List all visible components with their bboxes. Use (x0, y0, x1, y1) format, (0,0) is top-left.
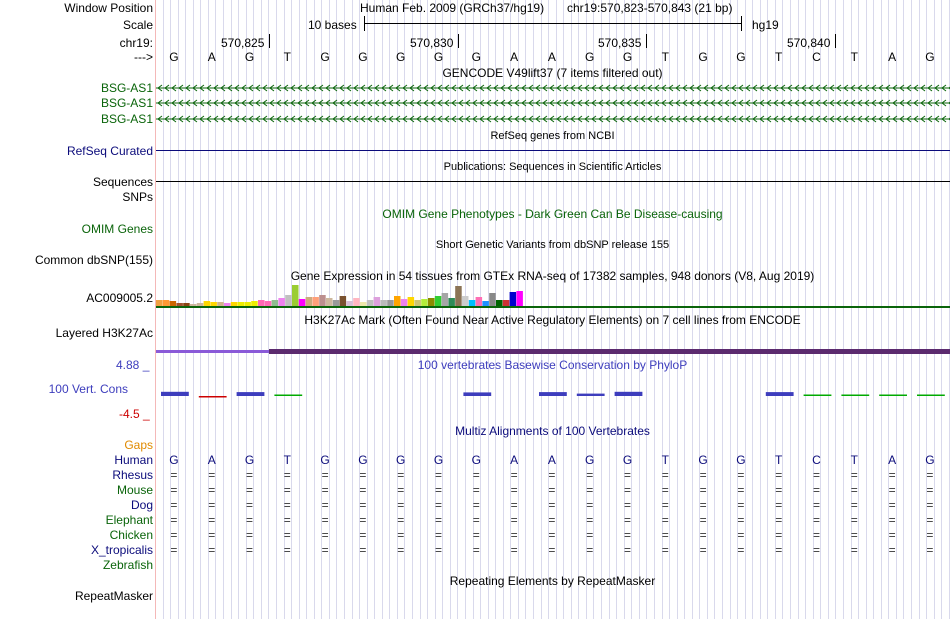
refseq-label[interactable]: RefSeq Curated (66, 144, 153, 158)
window-coordinates: chr19:570,823-570,843 (21 bp) (567, 1, 733, 15)
alignment-match: = (586, 483, 594, 497)
gtex-tissue-bar[interactable] (319, 295, 326, 306)
gtex-tissue-bar[interactable] (476, 297, 483, 306)
alignment-base-human: A (510, 453, 519, 467)
scale-bar-right (741, 16, 742, 31)
cons-score-mark[interactable] (463, 392, 491, 396)
ruler-tick (269, 34, 270, 48)
alignment-match: = (170, 468, 178, 482)
alignment-match: = (661, 498, 669, 512)
alignment-match: = (510, 543, 518, 557)
sequences-label[interactable]: Sequences (92, 175, 153, 189)
alignment-match: = (699, 543, 707, 557)
alignment-base-human: G (244, 453, 255, 467)
alignment-match: = (397, 543, 405, 557)
refseq-track-title[interactable]: RefSeq genes from NCBI (490, 130, 615, 142)
alignment-base-human: G (698, 453, 708, 467)
gtex-tissue-bar[interactable] (448, 298, 455, 306)
alignment-match: = (737, 513, 745, 527)
ruler-tick-label: 570,840 (787, 36, 831, 50)
alignment-match: = (586, 498, 594, 512)
species-zebrafish[interactable]: Zebrafish (102, 558, 153, 572)
multiz-track-title[interactable]: Multiz Alignments of 100 Vertebrates (455, 424, 650, 438)
base-letter: T (661, 50, 669, 64)
gtex-tissue-bar[interactable] (278, 298, 285, 306)
alignment-base-human: G (471, 453, 481, 467)
gtex-tissue-bar[interactable] (353, 298, 360, 306)
alignment-match: = (888, 528, 896, 542)
gencode-track-title[interactable]: GENCODE V49lift37 (7 items filtered out) (442, 66, 663, 80)
base-letter: G (471, 50, 481, 64)
alignment-match: = (397, 483, 405, 497)
base-letter: G (320, 50, 330, 64)
ruler-tick (646, 34, 647, 48)
alignment-match: = (812, 468, 820, 482)
alignment-match: = (775, 528, 783, 542)
base-letter: G (736, 50, 746, 64)
gtex-tissue-bar[interactable] (326, 298, 333, 306)
alignment-match: = (623, 528, 631, 542)
alignment-match: = (850, 513, 858, 527)
species-mouse[interactable]: Mouse (116, 483, 153, 497)
alignment-match: = (434, 468, 442, 482)
scale-text: 10 bases (308, 18, 357, 32)
alignment-match: = (850, 498, 858, 512)
alignment-match: = (170, 543, 178, 557)
gtex-tissue-bar[interactable] (489, 293, 496, 306)
base-letter: T (775, 50, 783, 64)
alignment-match: = (510, 498, 518, 512)
alignment-match: = (208, 498, 216, 512)
gtex-tissue-bar[interactable] (340, 296, 347, 306)
alignment-match: = (245, 543, 253, 557)
h3k27ac-track-title[interactable]: H3K27Ac Mark (Often Found Near Active Regulatory Elements) on 7 cell lines from ENCODE (304, 313, 801, 327)
base-letter: A (510, 50, 519, 64)
alignment-match: = (170, 528, 178, 542)
gtex-tissue-bar[interactable] (306, 297, 313, 306)
alignment-base-human: G (320, 453, 330, 467)
alignment-match: = (661, 468, 669, 482)
alignment-match: = (926, 468, 934, 482)
alignment-match: = (397, 513, 405, 527)
alignment-match: = (888, 468, 896, 482)
alignment-match: = (170, 513, 178, 527)
species-chicken[interactable]: Chicken (109, 528, 153, 542)
gene-label-bsg-as1[interactable]: BSG-AS1 (100, 112, 153, 126)
alignment-match: = (926, 543, 934, 557)
publications-track-title[interactable]: Publications: Sequences in Scientific Articles (443, 161, 662, 173)
base-letter: G (433, 50, 444, 64)
alignment-match: = (661, 543, 669, 557)
alignment-match: = (586, 528, 594, 542)
alignment-match: = (245, 528, 253, 542)
alignment-match: = (775, 543, 783, 557)
publications-feature[interactable] (156, 181, 950, 182)
gtex-gene-label[interactable]: AC009005.2 (86, 291, 153, 305)
alignment-match: = (208, 528, 216, 542)
cons-track-label[interactable]: 100 Vert. Cons (48, 382, 128, 396)
base-letter: C (812, 50, 821, 64)
alignment-match: = (548, 483, 556, 497)
dbsnp-track-title[interactable]: Short Genetic Variants from dbSNP release 155 (435, 239, 670, 251)
gtex-tissue-bar[interactable] (435, 296, 442, 306)
cons-min-label: -4.5 _ (119, 407, 150, 421)
h3k27ac-signal[interactable] (269, 349, 950, 354)
alignment-match: = (737, 483, 745, 497)
alignment-base-human: T (661, 453, 669, 467)
species-dog[interactable]: Dog (130, 498, 153, 512)
alignment-match: = (623, 483, 631, 497)
scale-label: Scale (122, 18, 153, 32)
alignment-match: = (623, 543, 631, 557)
alignment-match: = (623, 498, 631, 512)
alignment-match: = (283, 483, 291, 497)
alignment-match: = (926, 513, 934, 527)
alignment-base-human: G (396, 453, 406, 467)
ruler-tick (458, 34, 459, 48)
alignment-match: = (472, 543, 480, 557)
alignment-match: = (737, 468, 745, 482)
alignment-match: = (510, 483, 518, 497)
alignment-match: = (926, 483, 934, 497)
alignment-base-human: A (547, 453, 556, 467)
alignment-base-human: T (850, 453, 858, 467)
alignment-base-human: A (207, 453, 216, 467)
cons-score-mark[interactable] (766, 392, 794, 396)
alignment-base-human: A (888, 453, 897, 467)
alignment-match: = (510, 513, 518, 527)
base-letter: T (283, 50, 291, 64)
alignment-base-human: G (925, 453, 935, 467)
chrom-label: chr19: (119, 36, 153, 50)
alignment-match: = (283, 498, 291, 512)
alignment-match: = (548, 498, 556, 512)
alignment-match: = (472, 498, 480, 512)
base-letter: G (925, 50, 935, 64)
alignment-match: = (850, 543, 858, 557)
alignment-match: = (548, 528, 556, 542)
alignment-match: = (586, 468, 594, 482)
cons-score-mark[interactable] (577, 394, 605, 396)
alignment-match: = (245, 513, 253, 527)
gtex-tissue-bar[interactable] (421, 299, 428, 306)
alignment-base-human: C (812, 453, 821, 467)
base-letter: G (169, 50, 179, 64)
alignment-match: = (623, 468, 631, 482)
alignment-match: = (208, 483, 216, 497)
gene-label-bsg-as1[interactable]: BSG-AS1 (100, 96, 153, 110)
gene-feature-bsg-as1[interactable] (156, 96, 950, 110)
cons-score-mark[interactable] (615, 392, 643, 396)
base-letter: G (698, 50, 708, 64)
alignment-match: = (548, 543, 556, 557)
base-letter: A (888, 50, 897, 64)
alignment-match: = (888, 513, 896, 527)
alignment-match: = (359, 498, 367, 512)
alignment-match: = (321, 468, 329, 482)
alignment-match: = (245, 468, 253, 482)
alignment-match: = (661, 483, 669, 497)
base-letter: G (622, 50, 633, 64)
alignment-match: = (888, 543, 896, 557)
alignment-match: = (397, 528, 405, 542)
alignment-match: = (926, 498, 934, 512)
alignment-match: = (397, 498, 405, 512)
h3k27ac-label[interactable]: Layered H3K27Ac (55, 326, 153, 340)
alignment-match: = (699, 483, 707, 497)
cons-score-mark[interactable] (539, 392, 567, 396)
gtex-tissue-bar[interactable] (374, 297, 381, 306)
alignment-match: = (699, 498, 707, 512)
base-letter: T (850, 50, 858, 64)
alignment-match: = (850, 528, 858, 542)
species-x-tropicalis[interactable]: X_tropicalis (90, 543, 153, 557)
alignment-match: = (208, 513, 216, 527)
species-human[interactable]: Human (114, 453, 153, 467)
alignment-match: = (359, 468, 367, 482)
refseq-feature[interactable] (156, 150, 950, 151)
base-letter: G (396, 50, 406, 64)
scale-db: hg19 (752, 18, 779, 32)
alignment-match: = (434, 498, 442, 512)
alignment-match: = (321, 513, 329, 527)
alignment-match: = (548, 513, 556, 527)
alignment-match: = (775, 513, 783, 527)
cons-score-mark[interactable] (804, 395, 832, 397)
alignment-base-human: G (358, 453, 368, 467)
gtex-tissue-bar[interactable] (401, 299, 408, 306)
omim-track-title[interactable]: OMIM Gene Phenotypes - Dark Green Can Be Disease-causing (382, 207, 723, 221)
alignment-match: = (434, 543, 442, 557)
base-letter: G (358, 50, 368, 64)
alignment-match: = (434, 528, 442, 542)
cons-score-mark[interactable] (237, 392, 265, 396)
alignment-match: = (737, 543, 745, 557)
base-letter: A (547, 50, 556, 64)
alignment-match: = (850, 483, 858, 497)
gtex-tissue-bar[interactable] (442, 293, 449, 306)
alignment-match: = (586, 513, 594, 527)
alignment-match: = (775, 498, 783, 512)
gtex-tissue-bar[interactable] (510, 292, 516, 306)
species-elephant[interactable]: Elephant (105, 513, 153, 527)
alignment-match: = (510, 528, 518, 542)
alignment-match: = (472, 513, 480, 527)
alignment-base-human: G (736, 453, 746, 467)
alignment-match: = (737, 498, 745, 512)
alignment-match: = (812, 483, 820, 497)
alignment-match: = (321, 528, 329, 542)
alignment-match: = (926, 528, 934, 542)
alignment-match: = (812, 513, 820, 527)
gene-feature-bsg-as1[interactable] (156, 112, 950, 126)
gtex-tissue-bar[interactable] (428, 298, 435, 306)
alignment-base-human: T (283, 453, 291, 467)
alignment-match: = (321, 498, 329, 512)
alignment-match: = (208, 543, 216, 557)
dbsnp-label[interactable]: Common dbSNP(155) (34, 253, 153, 267)
alignment-match: = (283, 468, 291, 482)
alignment-match: = (699, 513, 707, 527)
alignment-match: = (283, 543, 291, 557)
cons-score-mark[interactable] (879, 395, 907, 397)
alignment-base-human: G (585, 453, 595, 467)
alignment-match: = (359, 543, 367, 557)
alignment-match: = (283, 528, 291, 542)
alignment-match: = (699, 468, 707, 482)
cons-score-mark[interactable] (841, 395, 869, 397)
alignment-match: = (812, 543, 820, 557)
alignment-match: = (472, 528, 480, 542)
gtex-tissue-bar[interactable] (516, 291, 523, 306)
gaps-label[interactable]: Gaps (124, 438, 153, 452)
gtex-tissue-bar[interactable] (455, 286, 462, 306)
ruler-tick (835, 34, 836, 48)
gtex-tissue-bar[interactable] (299, 299, 306, 306)
alignment-match: = (245, 483, 253, 497)
cons-score-mark[interactable] (274, 395, 302, 397)
alignment-match: = (888, 498, 896, 512)
alignment-base-human: G (169, 453, 179, 467)
alignment-match: = (359, 528, 367, 542)
repeatmasker-label[interactable]: RepeatMasker (74, 589, 153, 603)
gtex-tissue-bar[interactable] (285, 295, 292, 306)
base-letter: G (585, 50, 595, 64)
snps-label[interactable]: SNPs (122, 190, 153, 204)
species-rhesus[interactable]: Rhesus (112, 468, 153, 482)
cons-score-mark[interactable] (199, 396, 227, 398)
ruler-tick-label: 570,835 (598, 36, 642, 50)
base-letter: G (244, 50, 255, 64)
gtex-tissue-bar[interactable] (462, 296, 469, 306)
alignment-match: = (699, 528, 707, 542)
omim-label[interactable]: OMIM Genes (81, 222, 153, 236)
alignment-match: = (850, 468, 858, 482)
gtex-tissue-bar[interactable] (292, 285, 299, 306)
cons-score-mark[interactable] (161, 392, 189, 396)
gtex-bar-graph[interactable] (156, 283, 950, 307)
alignment-base-human: G (622, 453, 633, 467)
assembly-name: Human Feb. 2009 (GRCh37/hg19) (360, 1, 545, 15)
alignment-base-human: G (433, 453, 444, 467)
alignment-match: = (472, 468, 480, 482)
alignment-match: = (737, 528, 745, 542)
repeatmasker-track-title[interactable]: Repeating Elements by RepeatMasker (449, 574, 656, 588)
alignment-match: = (472, 483, 480, 497)
ruler-tick-label: 570,825 (221, 36, 265, 50)
alignment-match: = (434, 513, 442, 527)
strand-arrow-label: ---> (134, 50, 153, 64)
alignment-match: = (245, 498, 253, 512)
scale-bar (364, 23, 742, 24)
alignment-match: = (170, 498, 178, 512)
gtex-baseline (156, 306, 950, 308)
base-letter: A (207, 50, 216, 64)
window-position-label: Window Position (64, 1, 153, 15)
alignment-base-human: T (775, 453, 783, 467)
ruler-tick-label: 570,830 (410, 36, 454, 50)
alignment-match: = (359, 483, 367, 497)
alignment-match: = (812, 498, 820, 512)
alignment-match: = (661, 528, 669, 542)
alignment-match: = (359, 513, 367, 527)
gtex-tissue-bar[interactable] (408, 297, 415, 306)
cons-track-title[interactable]: 100 vertebrates Basewise Conservation by PhyloP (417, 358, 688, 372)
alignment-match: = (586, 543, 594, 557)
alignment-match: = (283, 513, 291, 527)
cons-score-mark[interactable] (917, 395, 945, 397)
alignment-match: = (510, 468, 518, 482)
cons-graph[interactable] (156, 385, 950, 407)
gtex-tissue-bar[interactable] (312, 297, 319, 306)
h3k27ac-signal[interactable] (156, 350, 269, 353)
alignment-match: = (321, 543, 329, 557)
alignment-match: = (321, 483, 329, 497)
alignment-match: = (775, 468, 783, 482)
gene-feature-bsg-as1[interactable] (156, 81, 950, 95)
alignment-match: = (623, 513, 631, 527)
alignment-match: = (434, 483, 442, 497)
alignment-match: = (548, 468, 556, 482)
alignment-match: = (170, 483, 178, 497)
alignment-match: = (208, 468, 216, 482)
alignment-match: = (397, 468, 405, 482)
alignment-match: = (661, 513, 669, 527)
alignment-match: = (812, 528, 820, 542)
gene-label-bsg-as1[interactable]: BSG-AS1 (100, 81, 153, 95)
cons-max-label: 4.88 _ (116, 358, 150, 372)
gtex-track-title[interactable]: Gene Expression in 54 tissues from GTEx RNA-seq of 17382 samples, 948 donors (V8, Aug 2019) (290, 269, 815, 283)
gtex-tissue-bar[interactable] (394, 296, 401, 306)
alignment-match: = (888, 483, 896, 497)
alignment-match: = (775, 483, 783, 497)
